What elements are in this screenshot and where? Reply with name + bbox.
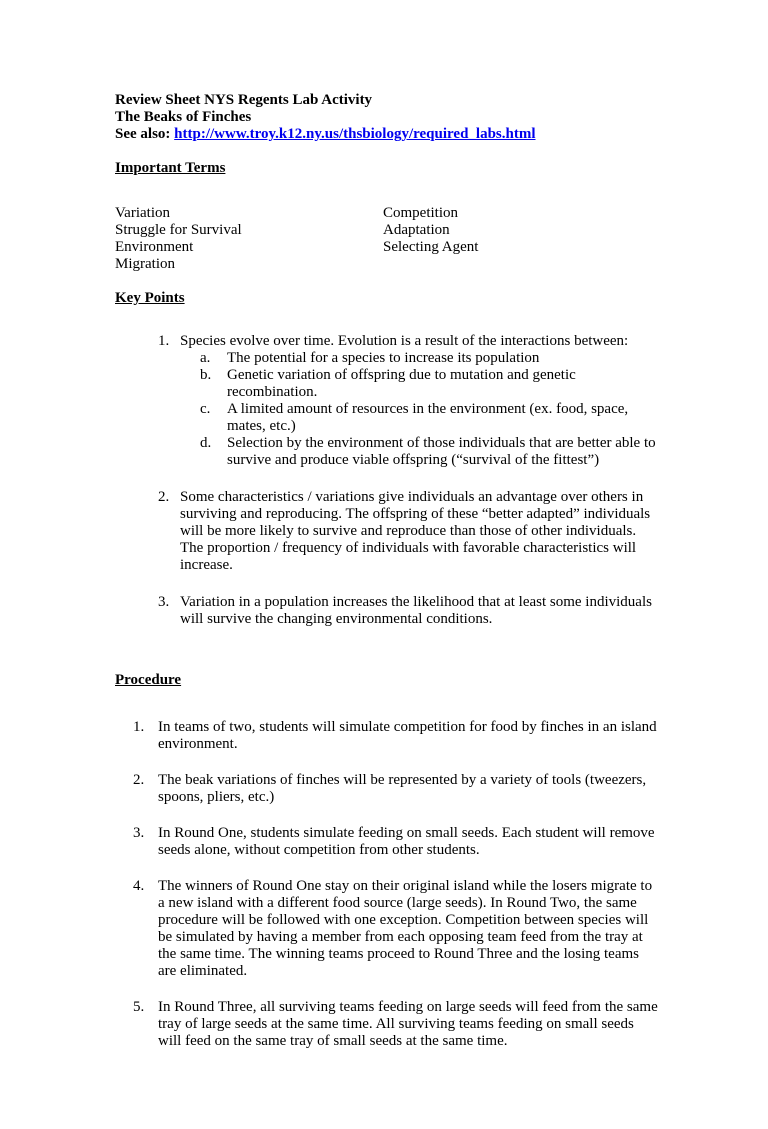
term-struggle-for-survival: Struggle for Survival bbox=[115, 222, 242, 238]
see-also-label: See also: bbox=[115, 126, 175, 142]
term-adaptation: Adaptation bbox=[383, 222, 450, 238]
sublist-letter: b. bbox=[200, 367, 212, 383]
procedure-item-2 bbox=[115, 772, 658, 806]
sublist-text: A limited amount of resources in the environment (ex. food, space, mates, etc.) bbox=[227, 401, 629, 434]
procedure-text: In Round One, students simulate feeding on small seeds. Each student will remove seeds alone, without competition from other students. bbox=[158, 825, 655, 858]
key-point-content bbox=[180, 333, 658, 469]
key-point-text: Species evolve over time. Evolution is a result of the interactions between: bbox=[180, 333, 629, 349]
list-number: 3. bbox=[133, 825, 145, 841]
see-also-line bbox=[115, 126, 658, 143]
terms-right-column bbox=[383, 205, 658, 273]
document-header bbox=[115, 92, 658, 143]
term-competition: Competition bbox=[383, 205, 458, 221]
term-environment: Environment bbox=[115, 239, 194, 255]
procedure-text: In Round Three, all surviving teams feeding on large seeds will feed from the same tray of large seeds at the same time. All surviving teams feeding on small seeds will feed on the same tray of small seeds at the same time. bbox=[158, 999, 658, 1049]
important-terms-heading: Important Terms bbox=[115, 160, 226, 176]
list-number: 3. bbox=[158, 594, 170, 610]
key-points-heading: Key Points bbox=[115, 290, 185, 306]
procedure-text: The winners of Round One stay on their original island while the losers migrate to a new island with a different food source (large seeds). In Round Two, the same procedure will be followed with one exception. Competition between species will be simulated by having a member from each opposing team feed from the tray at the same time. The winning teams proceed to Round Three and the losing teams are eliminated. bbox=[158, 878, 653, 979]
key-point-subitem-a bbox=[180, 350, 658, 367]
required-labs-link[interactable]: http://www.troy.k12.ny.us/thsbiology/required_labs.html bbox=[174, 126, 536, 142]
key-point-text: Variation in a population increases the likelihood that at least some individuals will survive the changing environmental conditions. bbox=[180, 594, 652, 627]
procedure-list bbox=[115, 719, 658, 1050]
sublist-letter: a. bbox=[200, 350, 211, 366]
list-number: 1. bbox=[158, 333, 170, 349]
key-point-item-3 bbox=[115, 594, 658, 628]
procedure-item-4 bbox=[115, 878, 658, 980]
term-variation: Variation bbox=[115, 205, 170, 221]
list-number: 1. bbox=[133, 719, 145, 735]
list-number: 5. bbox=[133, 999, 145, 1015]
sublist-letter: d. bbox=[200, 435, 212, 451]
key-point-item-2 bbox=[115, 489, 658, 574]
list-number: 2. bbox=[158, 489, 170, 505]
list-number: 2. bbox=[133, 772, 145, 788]
sublist-letter: c. bbox=[200, 401, 211, 417]
key-point-subitem-c bbox=[180, 401, 658, 435]
key-point-subitem-b bbox=[180, 367, 658, 401]
procedure-text: The beak variations of finches will be represented by a variety of tools (tweezers, spoons, pliers, etc.) bbox=[158, 772, 647, 805]
term-migration: Migration bbox=[115, 256, 175, 272]
key-point-item-1 bbox=[115, 333, 658, 469]
term-selecting-agent: Selecting Agent bbox=[383, 239, 479, 255]
procedure-text: In teams of two, students will simulate competition for food by finches in an island environment. bbox=[158, 719, 657, 752]
sublist-text: Selection by the environment of those individuals that are better able to survive and produce viable offspring (“survival of the fittest”) bbox=[227, 435, 656, 468]
page-title: Review Sheet NYS Regents Lab Activity bbox=[115, 92, 373, 108]
key-point-text: Some characteristics / variations give individuals an advantage over others in surviving and reproducing. The offspring of these “better adapted” individuals will be more likely to survive and reproduce than those of other individuals. The proportion / frequency of individuals with favorable characteristics will increase. bbox=[180, 489, 651, 573]
page-subtitle: The Beaks of Finches bbox=[115, 109, 252, 125]
procedure-heading: Procedure bbox=[115, 672, 182, 688]
procedure-item-3 bbox=[115, 825, 658, 859]
list-number: 4. bbox=[133, 878, 145, 894]
important-terms-list bbox=[115, 205, 658, 273]
terms-left-column bbox=[115, 205, 383, 273]
key-points-list bbox=[115, 333, 658, 628]
sublist-text: Genetic variation of offspring due to mutation and genetic recombination. bbox=[227, 367, 576, 400]
procedure-item-1 bbox=[115, 719, 658, 753]
key-point-subitem-d bbox=[180, 435, 658, 469]
procedure-item-5 bbox=[115, 999, 658, 1050]
sublist-text: The potential for a species to increase its population bbox=[227, 350, 540, 366]
